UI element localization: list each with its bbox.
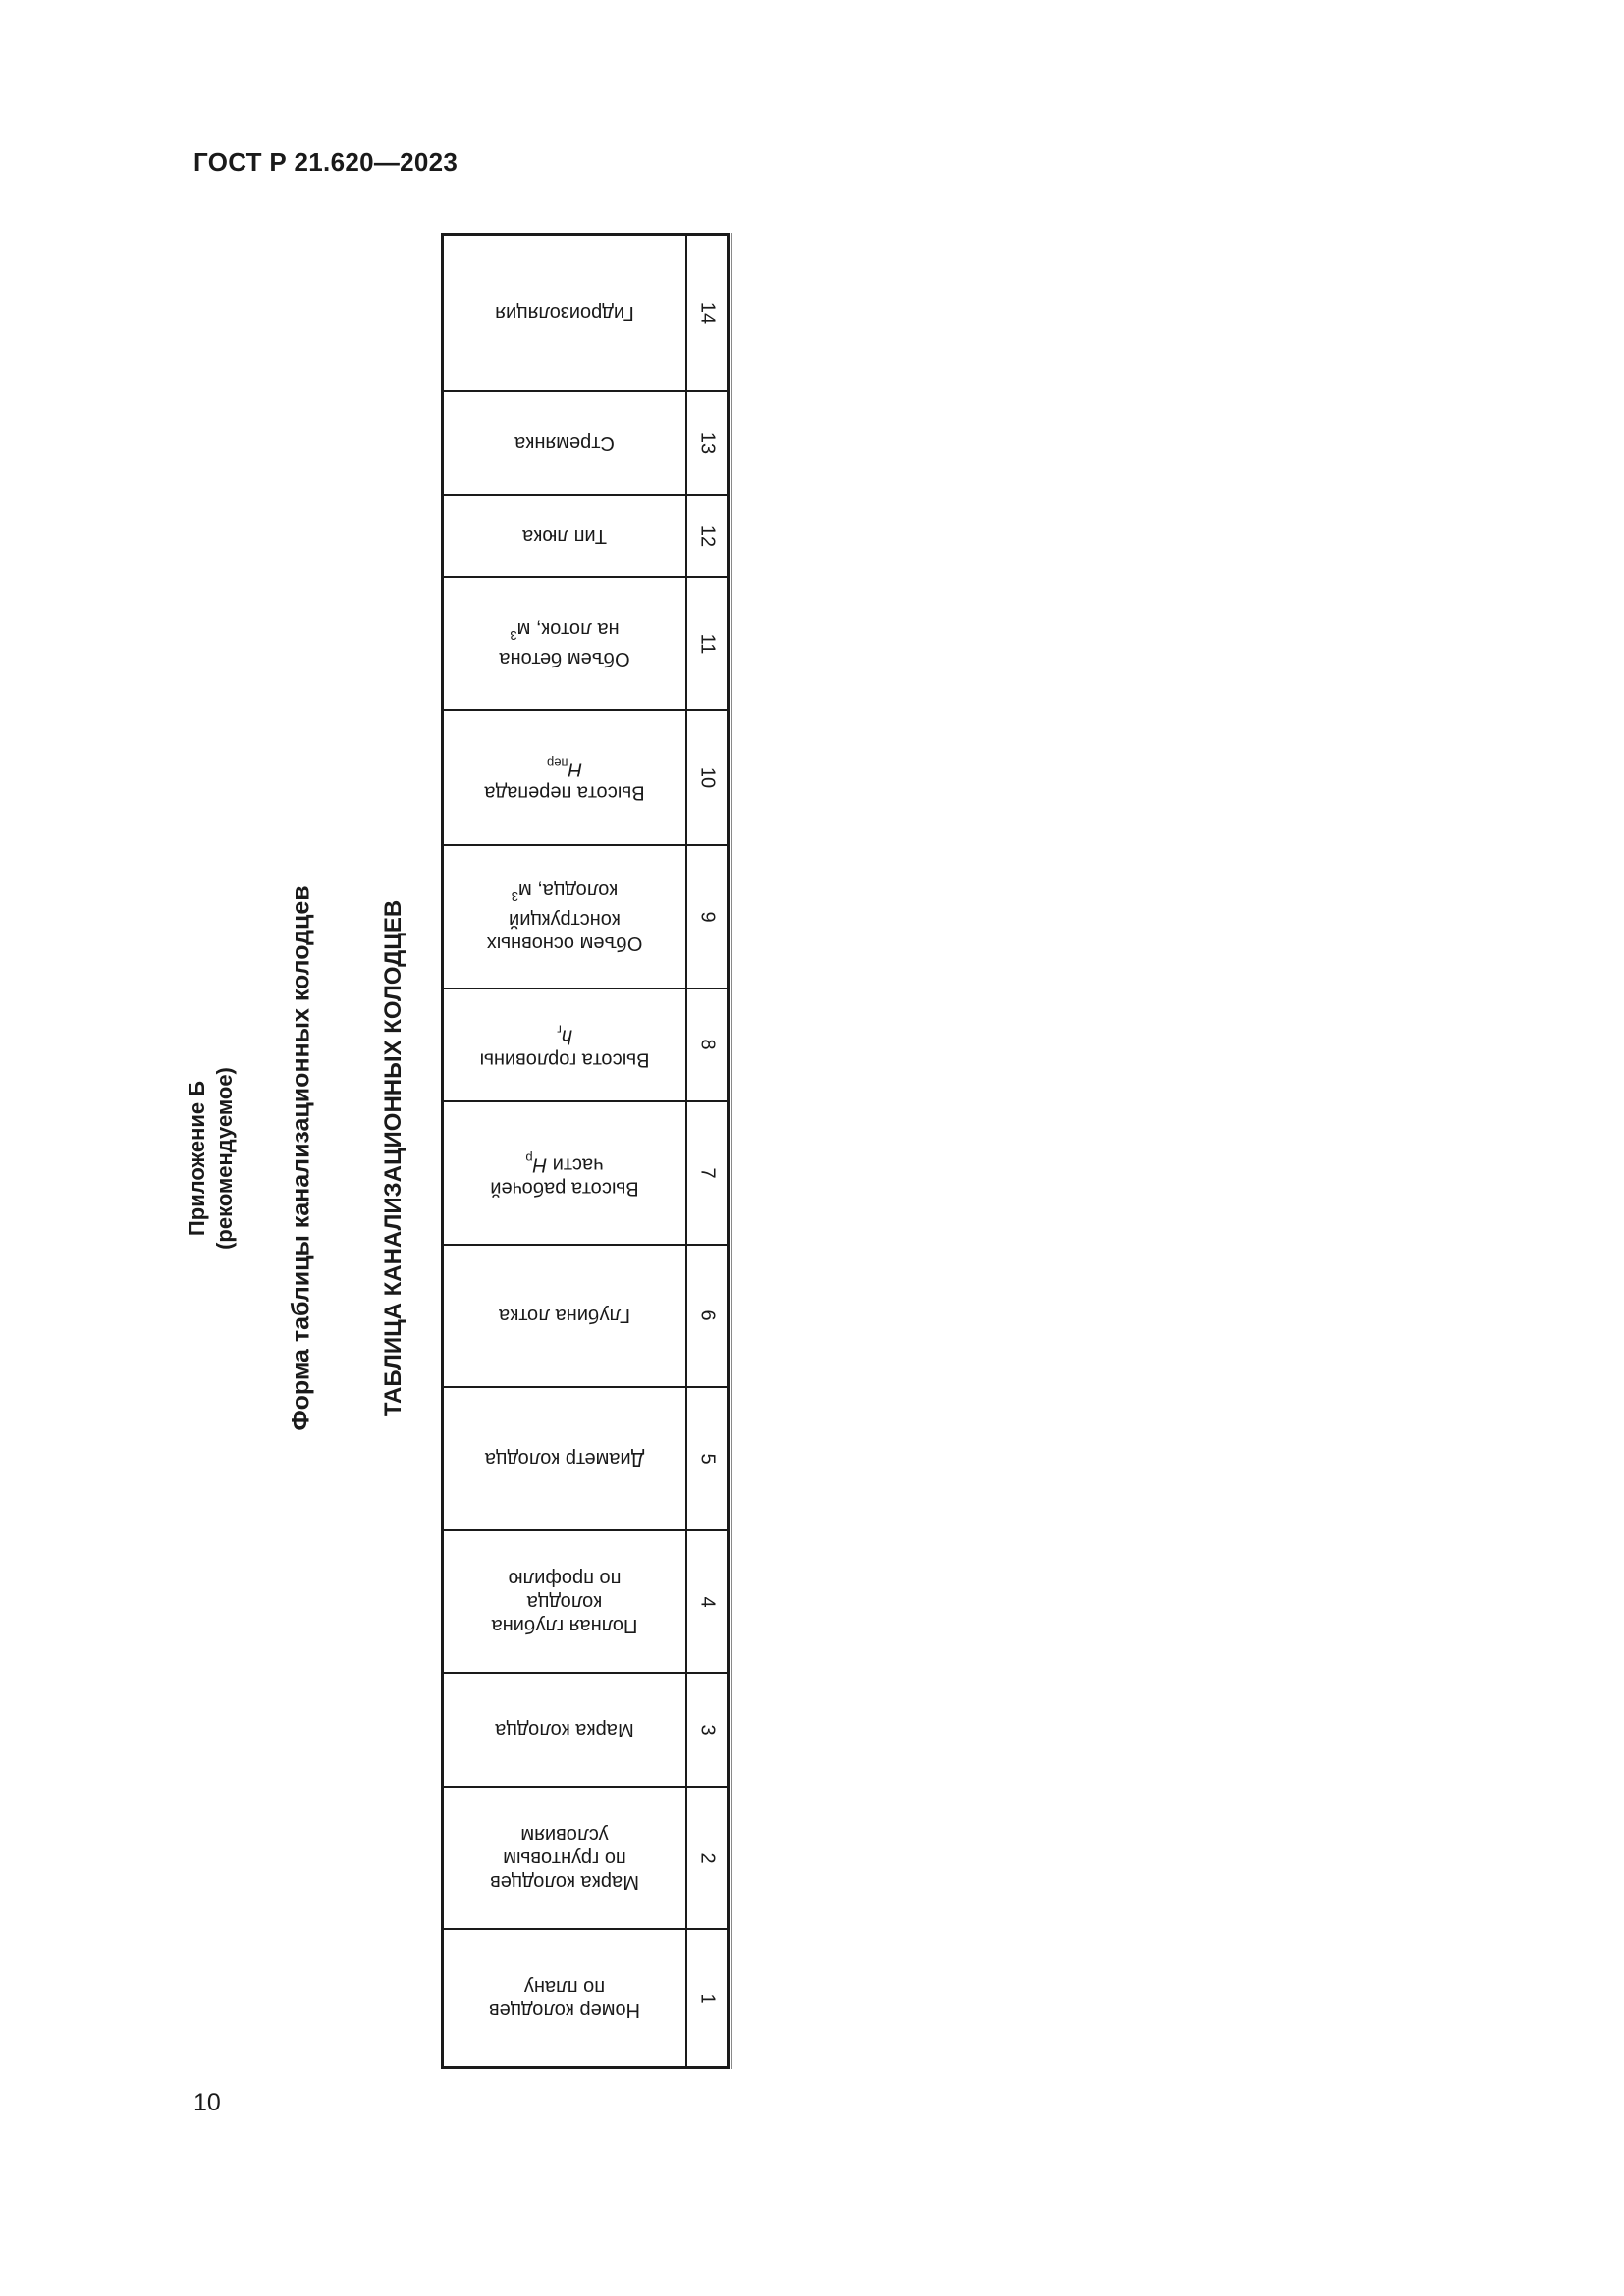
header-line: колодца, $м^3$ [511,879,619,904]
header-line: на лоток, $м^3$ [510,617,620,643]
table-column-4 [444,1529,727,1673]
symbol: $H_р$ [525,1150,548,1176]
column-number-cell [687,846,727,988]
table-column-3 [444,1672,727,1786]
column-number-cell [687,711,727,844]
header-line: Полная глубина [491,1614,638,1636]
column-number-cell [687,1674,727,1786]
header-line: колодца [526,1590,603,1613]
column-header [444,1388,687,1529]
table-edge-shadow [731,233,732,2069]
header-line: Тип люка [522,525,607,547]
table-title: ТАБЛИЦА КАНАЛИЗАЦИОННЫХ КОЛОДЦЕВ [380,899,406,1417]
column-header-text [461,1567,668,1637]
table-column-1 [444,1928,727,2066]
symbol-subscript: г [557,1022,562,1038]
header-line: Глубина лотка [499,1305,631,1327]
column-header-text [461,1718,668,1741]
column-number: 12 [696,524,719,548]
column-number: 8 [696,1039,719,1050]
column-header [444,1930,687,2066]
table-column-6 [444,1244,727,1387]
header-line: Марка колодцев [490,1870,639,1893]
appendix-title: Приложение Б [185,1080,209,1237]
appendix-status: (рекомендуемое) [212,1067,237,1250]
column-number-cell [687,1531,727,1673]
column-number-cell [687,236,727,390]
unit-superscript: 3 [510,627,517,643]
header-line: Диаметр колодца [484,1447,645,1469]
column-header [444,392,687,494]
column-number-cell [687,1102,727,1244]
column-number-cell [687,1246,727,1387]
column-header [444,711,687,844]
column-header-text [461,879,668,955]
symbol-subscript: пер [547,755,568,771]
unit-superscript: 3 [511,888,518,904]
column-number: 6 [696,1309,719,1322]
header-line: Высота рабочей [490,1177,639,1200]
column-number-cell [687,989,727,1101]
column-header [444,1246,687,1387]
column-number-cell [687,578,727,710]
header-line: по плану [523,1975,606,1998]
column-header-text [461,301,668,325]
column-number-cell [687,392,727,494]
header-line: Номер колодцев [489,1999,641,2021]
header-line: конструкций [509,908,621,931]
header-line: Высота перепада [484,781,645,804]
column-number: 1 [696,1993,719,2004]
table-column-10 [444,709,727,844]
column-number: 2 [696,1852,719,1864]
column-header-text [461,1018,668,1072]
column-number-cell [687,1388,727,1529]
table-column-13 [444,390,727,494]
symbol-line [461,751,668,781]
header-line: Гидроизоляция [495,301,634,324]
symbol: $h_г$ [557,1022,572,1047]
column-header-text [461,1823,668,1894]
header-line: Высота горловины [479,1048,650,1071]
column-header [444,1788,687,1929]
page-number: 10 [193,2089,221,2116]
header-line: Марка колодца [495,1719,634,1741]
column-header [444,1531,687,1673]
column-number: 9 [696,911,719,923]
symbol-line [461,1018,668,1048]
symbol: $H_{пер}$ [547,755,582,780]
column-header [444,578,687,710]
table-column-12 [444,494,727,576]
table-column-11 [444,576,727,710]
column-header [444,989,687,1101]
header-line: Стремянка [514,432,615,454]
table-column-8 [444,988,727,1101]
column-number: 3 [696,1724,719,1735]
column-number-cell [687,1930,727,2066]
document-code: ГОСТ Р 21.620—2023 [193,147,459,177]
symbol-subscript: р [525,1150,533,1166]
table-column-14 [444,236,727,390]
column-header-text [461,524,668,548]
column-header [444,236,687,390]
header-line: по грунтовым [503,1846,626,1869]
header-line: Объем основных [486,932,643,954]
column-header-text [461,617,668,670]
header-line: части $H_р$ [525,1150,604,1176]
column-header [444,1102,687,1244]
column-number: 5 [696,1453,719,1465]
form-title: Форма таблицы канализационных колодцев [287,885,315,1431]
column-number: 10 [696,767,719,789]
column-number: 13 [696,432,719,454]
header-line: по профилю [508,1567,622,1589]
appendix-heading [184,1067,239,1250]
table-column-5 [444,1386,727,1529]
column-header [444,846,687,988]
column-number: 7 [696,1167,719,1179]
column-number-cell [687,1788,727,1929]
column-header-text [461,431,668,454]
column-number: 14 [696,301,719,324]
column-header [444,1674,687,1786]
column-header-text [461,1975,668,2022]
column-header [444,496,687,576]
column-number-cell [687,496,727,576]
header-line: Объем бетона [499,647,630,669]
column-header-text [461,1304,668,1327]
column-header-text [461,1447,668,1470]
column-number: 4 [696,1595,719,1608]
column-header-text [461,1146,668,1200]
wells-table [441,233,730,2069]
table-column-9 [444,844,727,988]
column-number: 11 [696,633,719,655]
table-column-7 [444,1100,727,1244]
column-header-text [461,751,668,805]
header-line: условиям [520,1823,609,1845]
table-column-2 [444,1786,727,1929]
